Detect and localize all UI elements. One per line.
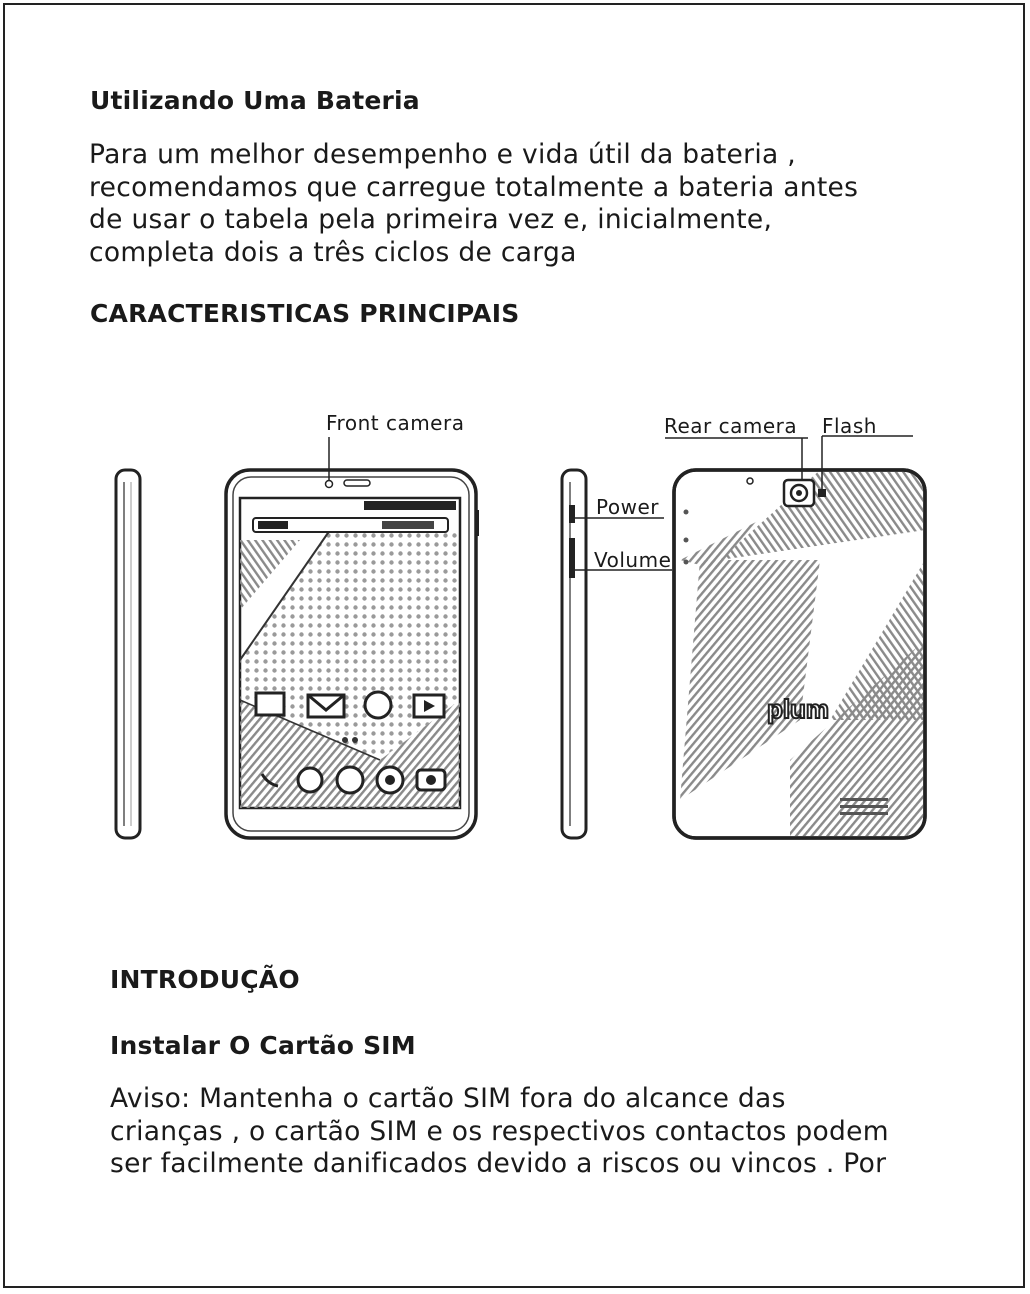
front-camera-icon (326, 481, 333, 488)
hangouts-app-icon (298, 768, 322, 792)
tablet-diagram (0, 400, 1030, 850)
flash-icon (818, 489, 826, 497)
flash-label: Flash (822, 414, 877, 438)
brand-logo: plum (766, 694, 830, 724)
contacts-app-icon (256, 693, 284, 715)
paragraph-line: completa dois a três ciclos de carga (89, 236, 577, 268)
power-button-icon (569, 505, 575, 523)
paragraph-line: ser facilmente danificados devido a riscos ou vincos . Por (110, 1148, 887, 1179)
side-view-right (562, 470, 586, 838)
paragraph-line: crianças , o cartão SIM e os respectivos contactos podem (110, 1115, 889, 1147)
paragraph-line: Para um melhor desempenho e vida útil da bateria , (89, 139, 797, 170)
intro-section-title: INTRODUÇÃO (110, 965, 300, 994)
back-view (674, 470, 925, 838)
battery-paragraph (89, 139, 858, 269)
rear-camera-label: Rear camera (664, 414, 798, 438)
side-view-left (116, 470, 140, 838)
features-section-title: CARACTERISTICAS PRINCIPAIS (90, 299, 520, 328)
volume-label: Volume (594, 548, 672, 572)
speaker-grille-icon (344, 480, 370, 486)
paragraph-line: recomendamos que carregue totalmente a bateria antes (89, 171, 859, 203)
paragraph-line: de usar o tabela pela primeira vez e, inicialmente, (89, 204, 773, 235)
sim-section-title: Instalar O Cartão SIM (110, 1031, 416, 1060)
app-drawer-icon (337, 767, 363, 793)
battery-section-title: Utilizando Uma Bateria (90, 86, 420, 115)
status-bar-icon (364, 501, 456, 510)
front-view (226, 470, 479, 838)
sim-paragraph (110, 1083, 889, 1181)
volume-button-icon (569, 538, 575, 578)
music-app-icon (365, 692, 391, 718)
front-camera-label: Front camera (326, 411, 465, 435)
paragraph-line: Aviso: Mantenha o cartão SIM fora do alcance das (110, 1083, 786, 1114)
rear-speaker-icon (840, 798, 888, 815)
power-label: Power (596, 495, 659, 519)
